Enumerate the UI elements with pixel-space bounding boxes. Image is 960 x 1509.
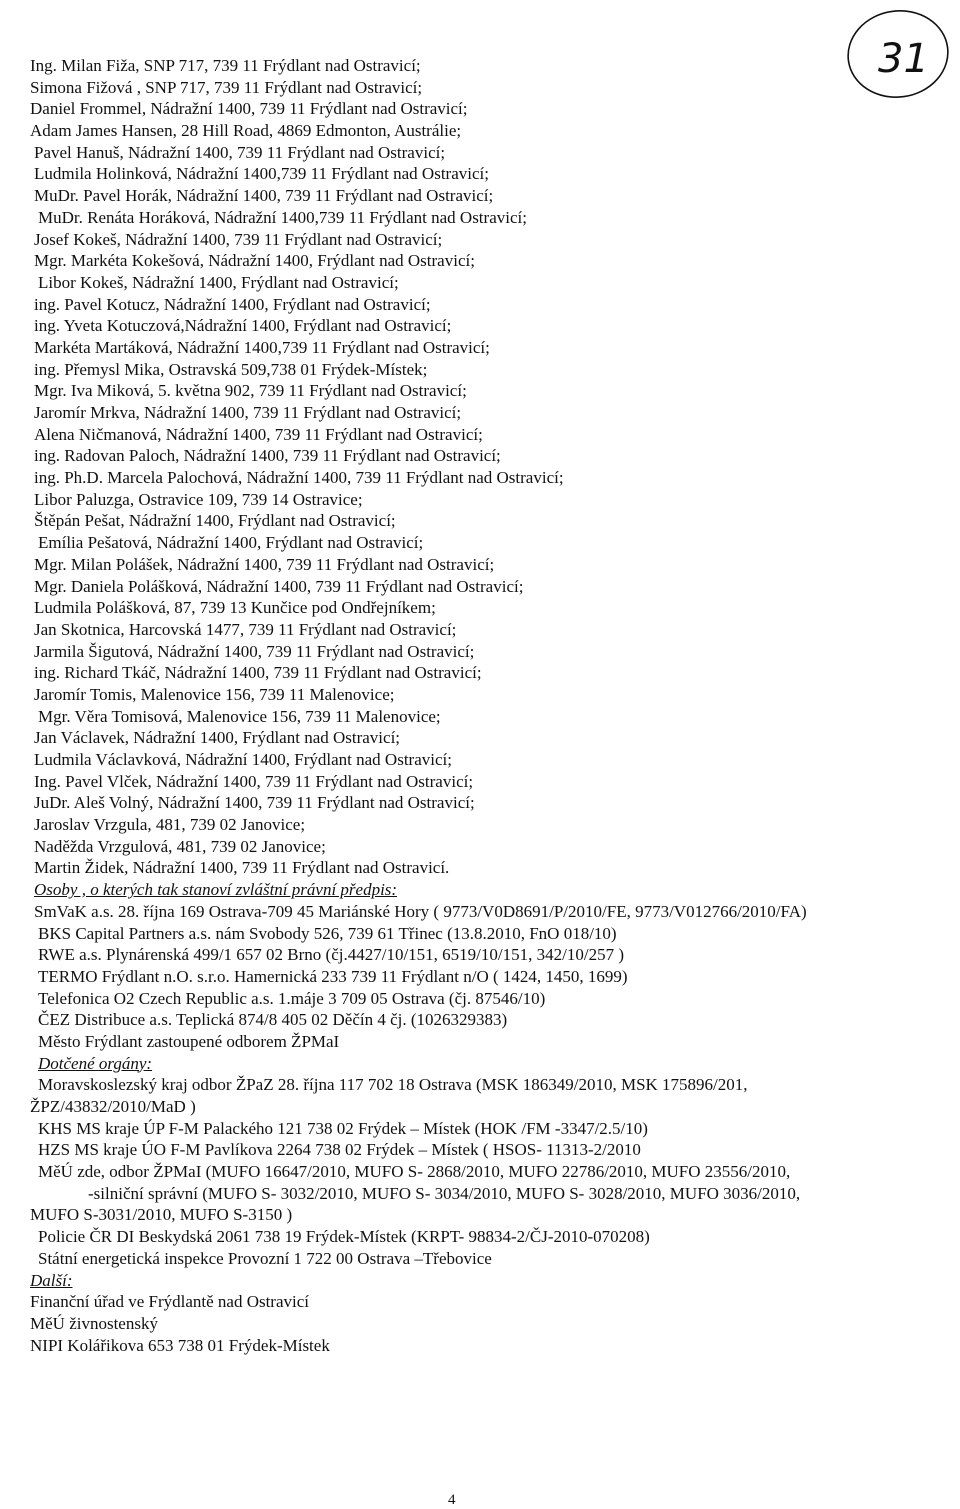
list-item: Telefonica O2 Czech Republic a.s. 1.máje 3 709 05 Ostrava (čj. 87546/10) <box>38 988 546 1008</box>
list-item: Finanční úřad ve Frýdlantě nad Ostravicí <box>30 1292 310 1312</box>
list-item: Josef Kokeš, Nádražní 1400, 739 11 Frýdlant nad Ostravicí; <box>34 229 443 249</box>
list-item: Ludmila Holinková, Nádražní 1400,739 11 Frýdlant nad Ostravicí; <box>34 164 489 184</box>
list-item: Ing. Milan Fiža, SNP 717, 739 11 Frýdlant nad Ostravicí; <box>30 56 421 75</box>
list-item: MUFO S-3031/2010, MUFO S-3150 ) <box>30 1205 293 1225</box>
list-item: Martin Židek, Nádražní 1400, 739 11 Frýdlant nad Ostravicí. <box>34 858 450 878</box>
list-item: Ing. Pavel Vlček, Nádražní 1400, 739 11 Frýdlant nad Ostravicí; <box>34 771 474 791</box>
list-item: Jan Skotnica, Harcovská 1477, 739 11 Frýdlant nad Ostravicí; <box>34 619 457 639</box>
section-heading: Dotčené orgány: <box>38 1053 153 1073</box>
list-item: ing. Pavel Kotucz, Nádražní 1400, Frýdlant nad Ostravicí; <box>34 294 431 314</box>
list-item: Mgr. Věra Tomisová, Malenovice 156, 739 11 Malenovice; <box>38 706 441 726</box>
list-item: ing. Ph.D. Marcela Palochová, Nádražní 1400, 739 11 Frýdlant nad Ostravicí; <box>34 468 564 488</box>
list-item: Markéta Martáková, Nádražní 1400,739 11 Frýdlant nad Ostravicí; <box>34 337 490 357</box>
recipients-list <box>30 55 930 1356</box>
list-item: JuDr. Aleš Volný, Nádražní 1400, 739 11 Frýdlant nad Ostravicí; <box>34 793 475 813</box>
list-item: ing. Přemysl Mika, Ostravská 509,738 01 Frýdek-Místek; <box>34 359 428 379</box>
list-item: ŽPZ/43832/2010/MaD ) <box>30 1097 196 1116</box>
list-item: SmVaK a.s. 28. října 169 Ostrava-709 45 Mariánské Hory ( 9773/V0D8691/P/2010/FE, 9773/V012766/2010/FA) <box>34 901 807 921</box>
list-item: KHS MS kraje ÚP F-M Palackého 121 738 02 Frýdek – Místek (HOK /FM -3347/2.5/10) <box>38 1118 648 1138</box>
list-item: Alena Ničmanová, Nádražní 1400, 739 11 Frýdlant nad Ostravicí; <box>34 424 483 444</box>
list-item: Jaroslav Vrzgula, 481, 739 02 Janovice; <box>34 815 306 835</box>
list-item: Ludmila Polášková, 87, 739 13 Kunčice pod Ondřejníkem; <box>34 598 436 618</box>
list-item: Štěpán Pešat, Nádražní 1400, Frýdlant nad Ostravicí; <box>34 511 396 531</box>
list-item: ing. Yveta Kotuczová,Nádražní 1400, Frýdlant nad Ostravicí; <box>34 316 452 336</box>
list-item: Ludmila Václavková, Nádražní 1400, Frýdlant nad Ostravicí; <box>34 750 452 769</box>
list-item: HZS MS kraje ÚO F-M Pavlíkova 2264 738 02 Frýdek – Místek ( HSOS- 11313-2/2010 <box>38 1140 641 1160</box>
list-item: Emília Pešatová, Nádražní 1400, Frýdlant nad Ostravicí; <box>38 533 424 553</box>
list-item: Jan Václavek, Nádražní 1400, Frýdlant nad Ostravicí; <box>34 728 401 748</box>
list-item: BKS Capital Partners a.s. nám Svobody 526, 739 61 Třinec (13.8.2010, FnO 018/10) <box>38 923 617 943</box>
list-item: MěÚ živnostenský <box>30 1313 158 1333</box>
stamp-number: 31 <box>878 36 929 82</box>
list-item: Mgr. Markéta Kokešová, Nádražní 1400, Frýdlant nad Ostravicí; <box>34 251 475 271</box>
list-item: Adam James Hansen, 28 Hill Road, 4869 Edmonton, Austrálie; <box>30 121 462 141</box>
list-item: Libor Kokeš, Nádražní 1400, Frýdlant nad Ostravicí; <box>38 272 399 292</box>
list-item: Mgr. Daniela Polášková, Nádražní 1400, 739 11 Frýdlant nad Ostravicí; <box>34 576 524 596</box>
list-item: ing. Richard Tkáč, Nádražní 1400, 739 11 Frýdlant nad Ostravicí; <box>34 663 482 683</box>
list-item: Libor Paluzga, Ostravice 109, 739 14 Ostravice; <box>34 489 363 509</box>
list-item: ing. Radovan Paloch, Nádražní 1400, 739 11 Frýdlant nad Ostravicí; <box>34 446 501 466</box>
list-item: Státní energetická inspekce Provozní 1 722 00 Ostrava –Třebovice <box>38 1248 492 1268</box>
list-item: TERMO Frýdlant n.O. s.r.o. Hamernická 233 739 11 Frýdlant n/O ( 1424, 1450, 1699) <box>38 966 628 986</box>
list-item: Moravskoslezský kraj odbor ŽPaZ 28. října 117 702 18 Ostrava (MSK 186349/2010, MSK 175896/201, <box>38 1075 748 1095</box>
list-item: Jaromír Mrkva, Nádražní 1400, 739 11 Frýdlant nad Ostravicí; <box>34 403 462 422</box>
list-item: RWE a.s. Plynárenská 499/1 657 02 Brno (čj.4427/10/151, 6519/10/151, 342/10/257 ) <box>38 945 624 965</box>
list-item: Mgr. Milan Polášek, Nádražní 1400, 739 11 Frýdlant nad Ostravicí; <box>34 554 495 574</box>
list-item: Jarmila Šigutová, Nádražní 1400, 739 11 Frýdlant nad Ostravicí; <box>34 641 475 661</box>
list-item: Naděžda Vrzgulová, 481, 739 02 Janovice; <box>34 836 326 856</box>
list-item: NIPI Kolářikova 653 738 01 Frýdek-Místek <box>30 1335 330 1355</box>
list-item: -silniční správní (MUFO S- 3032/2010, MUFO S- 3034/2010, MUFO S- 3028/2010, MUFO 3036/2010, <box>88 1183 801 1203</box>
section-heading: Osoby , o kterých tak stanoví zvláštní právní předpis: <box>34 880 398 900</box>
list-item: MuDr. Pavel Horák, Nádražní 1400, 739 11 Frýdlant nad Ostravicí; <box>34 186 494 206</box>
list-item: Jaromír Tomis, Malenovice 156, 739 11 Malenovice; <box>34 684 395 704</box>
list-item: Daniel Frommel, Nádražní 1400, 739 11 Frýdlant nad Ostravicí; <box>30 99 468 119</box>
list-item: Pavel Hanuš, Nádražní 1400, 739 11 Frýdlant nad Ostravicí; <box>34 142 446 162</box>
list-item: Simona Fižová , SNP 717, 739 11 Frýdlant nad Ostravicí; <box>30 77 423 97</box>
page-number: 4 <box>448 1492 456 1508</box>
section-heading: Další: <box>30 1270 73 1290</box>
list-item: MuDr. Renáta Horáková, Nádražní 1400,739 11 Frýdlant nad Ostravicí; <box>38 207 527 227</box>
list-item: Mgr. Iva Miková, 5. května 902, 739 11 Frýdlant nad Ostravicí; <box>34 381 467 401</box>
list-item: Město Frýdlant zastoupené odborem ŽPMaI <box>38 1031 340 1051</box>
list-item: ČEZ Distribuce a.s. Teplická 874/8 405 02 Děčín 4 čj. (1026329383) <box>38 1010 508 1030</box>
list-item: Policie ČR DI Beskydská 2061 738 19 Frýdek-Místek (KRPT- 98834-2/ČJ-2010-070208) <box>38 1227 650 1247</box>
list-item: MěÚ zde, odbor ŽPMaI (MUFO 16647/2010, MUFO S- 2868/2010, MUFO 22786/2010, MUFO 23556/2010, <box>38 1162 791 1182</box>
